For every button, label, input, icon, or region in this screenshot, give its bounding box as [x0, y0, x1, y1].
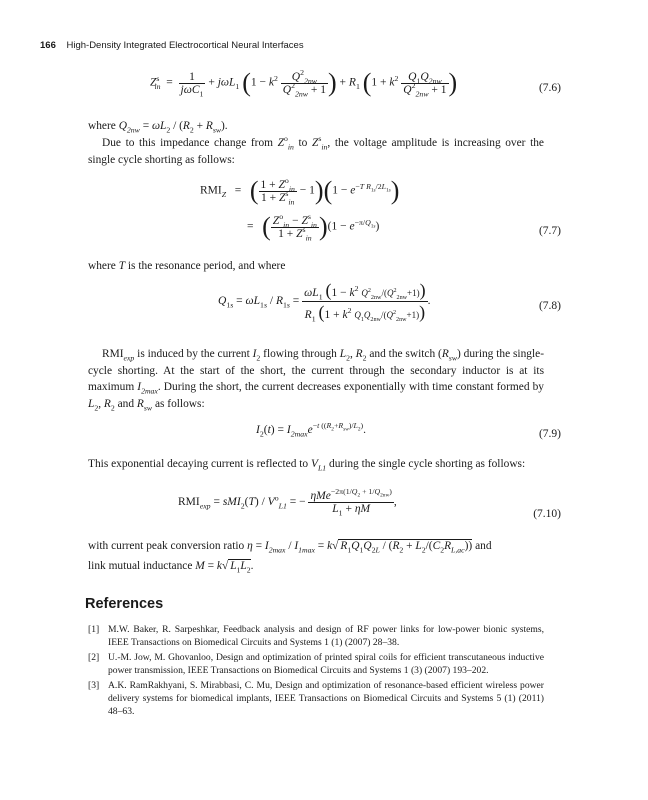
- equation-7-7-line-1: $RMI_Z$ = ( $\frac{1 + Z^o_{in}}{1 + Z^s_{in}}$ − $1)(1 - e^{-T R_{1s}/2L_{1s}})$: [200, 175, 400, 206]
- running-title: High-Density Integrated Electrocortical Neural Interfaces: [66, 40, 304, 51]
- equation-7-9: $I_2(t) = I_{2max}e^{-t ((R_2+R_{sw})/L_2)}$.: [256, 421, 367, 439]
- mutual-inductance-line: link mutual inductance M = k√ $L_1L_2$.: [88, 560, 254, 575]
- reference-item: [2] U.-M. Jow, M. Ghovanloo, Design and optimization of printed spiral coils for efficient transcutaneous inductive power transmission, IEEE Transactions on Biomedical Circuits and Systems 1 (3) (2007) 193–202.: [88, 652, 544, 676]
- rmi-exp-paragraph: $RMI_{exp}$ is induced by the current $I_2$ flowing through $L_2$, $R_2$ and the switch $(R_{sw})$ during the single-cycle shorting. At the start of the short, the current through the secondary inductor is at its maximum $I_{2max}$. During the short, the current decreases exponentially with time constant formed by $L_2$, $R_2$ and $R_{sw}$ as follows:: [88, 348, 544, 412]
- equation-number-7-9: (7.9): [538, 428, 561, 440]
- equation-number-7-8: (7.8): [538, 300, 561, 312]
- running-header: [40, 40, 304, 51]
- reference-item: [3] A.K. RamRakhyani, S. Mirabbasi, C. Mu, Design and optimization of resonance-based efficient wireless power delivery systems for biomedical implants, IEEE Transactions on Biomedical Circuits and Systems 5 (1) (2011) 48–63.: [88, 680, 544, 717]
- equation-7-6: $Z^s_{in}$ = $\frac{1}{j\omega C_1}$ + jωL$_1$ ($1 - k^2$ $\frac{Q^2_{2nw}}{Q^2_{2nw} + 1}$ ) + $R_1$ ($1 + k^2$ $\frac{Q_1Q_{2nw}}{Q^2_{2nw} + 1}$ ): [150, 67, 458, 98]
- equation-number-7-10: (7.10): [533, 508, 561, 520]
- where-t: where T is the resonance period, and where: [88, 260, 286, 272]
- references-list: [88, 624, 544, 721]
- reference-item: [1] M.W. Baker, R. Sarpeshkar, Feedback analysis and design of RF power links for low-power bionic systems, IEEE Transactions on Biomedical Circuits and Systems 1 (1) (2007) 28–38.: [88, 624, 544, 648]
- equation-7-10: $RMI_{exp} = sMI_2(T) / V^o_{L1}$ = − $\frac{\eta Me^{-2\pi(1/Q_2 + 1/Q_{2nw})}}{L_1 + \eta M}$ ,: [178, 487, 397, 518]
- impedance-paragraph: Due to this impedance change from $Z^o_{in}$ to $Z^s_{in}$, the voltage amplitude is increasing over the single cycle shorting as follows:: [88, 134, 544, 166]
- peak-ratio-line: with current peak conversion ratio $\eta = I_{2max} / I_{1max} = k√$ $R_1Q_1Q_{2L} / (R_2 + L_2/(C_2R_{L,ac}))$ and: [88, 540, 492, 555]
- equation-number-7-6: (7.6): [538, 82, 561, 94]
- equation-7-8: $Q_{1s} = \omega L_{1s} / R_{1s}$ = $\frac{\omega L_1 (1 - k^2 Q^2_{2nw}/(Q^2_{2nw}+1))}{R_1 (1 + k^2 Q_1Q_{2nw}/(Q^2_{2nw}+1))}$ .: [218, 280, 431, 324]
- page-number: 166: [40, 40, 56, 51]
- equation-number-7-7: (7.7): [538, 225, 561, 237]
- references-heading: References: [85, 596, 164, 612]
- decay-paragraph: This exponential decaying current is reflected to $V_{L1}$ during the single cycle shorting as follows:: [88, 458, 526, 473]
- equation-7-7-line-2: = ( $\frac{Z^o_{in} - Z^s_{in}}{1 + Z^s_{in}}$ )$(1 - e^{-\pi/Q_{1s}})$: [247, 211, 380, 242]
- where-q2nw: where $Q_{2nw} = \omega L_2 / (R_2 + R_{sw})$.: [88, 120, 228, 135]
